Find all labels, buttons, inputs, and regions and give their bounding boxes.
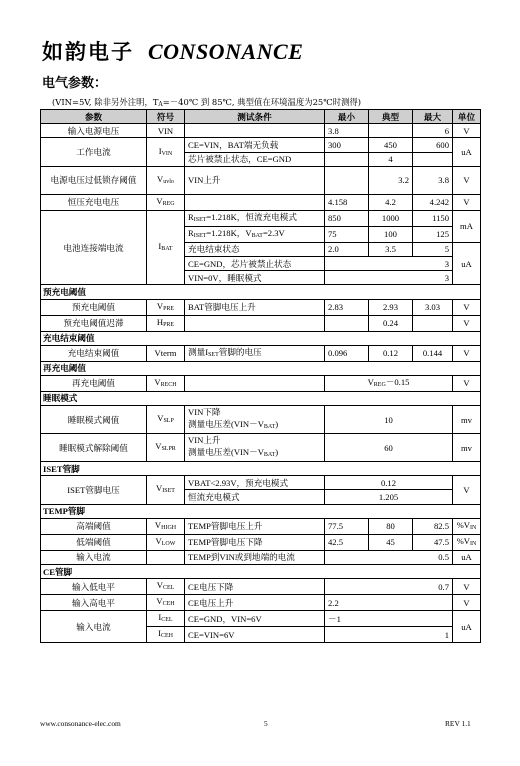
min-cell: －1: [325, 611, 453, 627]
symbol-cell: $V_{HIGH}$: [147, 518, 185, 534]
param-cell: 输入电流: [41, 550, 147, 564]
symbol-cell: $H_{PRE}$: [147, 315, 185, 331]
condition-cell: [185, 434, 325, 462]
symbol-cell: $V_{RECH}$: [147, 375, 185, 391]
typ-cell: 0.12: [325, 476, 453, 490]
col-header: 测试条件: [185, 110, 325, 124]
typ-cell: 2.93: [369, 299, 413, 315]
max-cell: 125: [413, 226, 453, 242]
table-row: [41, 434, 481, 462]
footer-page-number: 5: [264, 719, 268, 728]
min-cell: 3.8: [325, 124, 369, 138]
unit-cell: V: [453, 166, 481, 194]
min-cell: 42.5: [325, 534, 369, 550]
unit-cell: V: [453, 476, 481, 504]
typ-cell: 450: [369, 138, 413, 152]
table-row: [41, 476, 481, 490]
unit-cell: V: [453, 299, 481, 315]
table-row: [41, 194, 481, 210]
col-header: 参数: [41, 110, 147, 124]
unit-cell: uA: [453, 138, 481, 166]
typ-cell: 45: [369, 534, 413, 550]
unit-cell: uA: [453, 550, 481, 564]
min-cell: 850: [325, 210, 369, 226]
max-cell: 47.5: [413, 534, 453, 550]
symbol-cell: $I_{CEH}$: [147, 627, 185, 643]
condition-cell: $R_{ISET}=1.218K$，恒流充电模式: [185, 210, 325, 226]
unit-cell: uA: [453, 242, 481, 285]
section-label: ISET管脚: [41, 462, 481, 476]
section-label: 再充电阈值: [41, 361, 481, 375]
condition-cell: [185, 375, 325, 391]
min-cell: [325, 152, 369, 166]
typ-cell: [369, 124, 413, 138]
symbol-cell: $V_{ISET}$: [147, 476, 185, 504]
table-row: [41, 124, 481, 138]
param-cell: 充电结束阈值: [41, 345, 147, 361]
max-cell: 3: [325, 256, 453, 270]
param-cell: 电源电压过低锁存阈值: [41, 166, 147, 194]
param-cell: 工作电流: [41, 138, 147, 166]
unit-cell: V: [453, 345, 481, 361]
min-cell: 2.83: [325, 299, 369, 315]
max-cell: [413, 152, 453, 166]
condition-cell: BAT管脚电压上升: [185, 299, 325, 315]
unit-cell: V: [453, 579, 481, 595]
unit-cell: mv: [453, 434, 481, 462]
param-cell: 预充电阈值迟滞: [41, 315, 147, 331]
symbol-cell: $V_{SLPR}$: [147, 434, 185, 462]
table-header-row: [41, 110, 481, 124]
symbol-cell: [147, 550, 185, 564]
max-cell: 5: [413, 242, 453, 256]
symbol-cell: $V_{LOW}$: [147, 534, 185, 550]
table-row: [41, 315, 481, 331]
unit-cell: V: [453, 194, 481, 210]
min-cell: 0.096: [325, 345, 369, 361]
condition-cell: VBAT<2.93V，预充电模式: [185, 476, 325, 490]
section-row: [41, 361, 481, 375]
symbol-cell: $I_{VIN}$: [147, 138, 185, 166]
condition-cell: CE=VIN=6V: [185, 627, 325, 643]
section-row: [41, 331, 481, 345]
max-cell: 3.03: [413, 299, 453, 315]
col-header: 最小: [325, 110, 369, 124]
condition-cell: CE电压上升: [185, 595, 325, 611]
table-row: [41, 611, 481, 627]
footer-revision: REV 1.1: [445, 719, 471, 728]
typ-cell: 0.12: [369, 345, 413, 361]
param-cell: 输入电流: [41, 611, 147, 643]
condition-line: 测量电压差$(VIN-V_{BAT})$: [188, 447, 279, 459]
condition-cell: 芯片被禁止状态，CE=GND: [185, 152, 325, 166]
table-row: [41, 518, 481, 534]
test-conditions-note: (VIN=5V, 除非另外注明，$T_A=-40℃$ 到 85℃, 典型值在环境温度为25℃时测得): [52, 97, 362, 108]
unit-cell: mA: [453, 210, 481, 242]
footer-website: www.consonance-elec.com: [40, 719, 121, 728]
table-row: [41, 595, 481, 611]
param-cell: 睡眠模式解除阈值: [41, 434, 147, 462]
typ-cell: 4: [369, 152, 413, 166]
table-row: [41, 406, 481, 434]
condition-cell: TEMP管脚电压上升: [185, 518, 325, 534]
condition-cell: VIN=0V，睡眠模式: [185, 271, 325, 285]
param-cell: ISET管脚电压: [41, 476, 147, 504]
max-cell: 3: [325, 271, 453, 285]
logo-chinese: 如韵电子: [42, 39, 134, 64]
col-header: 最大: [413, 110, 453, 124]
unit-cell: $\%V_{IN}$: [453, 518, 481, 534]
company-logo: [42, 36, 303, 66]
max-cell: 0.5: [325, 550, 453, 564]
symbol-cell: $I_{CEL}$: [147, 611, 185, 627]
electrical-parameters-table: [40, 109, 481, 643]
value-cell: $V_{REG}-0.15$: [325, 375, 453, 391]
unit-cell: V: [453, 595, 481, 611]
section-row: [41, 285, 481, 299]
condition-cell: 充电结束状态: [185, 242, 325, 256]
param-cell: 输入高电平: [41, 595, 147, 611]
unit-cell: mv: [453, 406, 481, 434]
typ-cell: 100: [369, 226, 413, 242]
condition-cell: CE=GND，VIN=6V: [185, 611, 325, 627]
typ-cell: 3.5: [369, 242, 413, 256]
symbol-cell: $V_{PRE}$: [147, 299, 185, 315]
symbol-cell: $V_{uvlo}$: [147, 166, 185, 194]
symbol-cell: $V_{CEL}$: [147, 579, 185, 595]
typ-cell: 10: [325, 406, 453, 434]
condition-cell: [185, 315, 325, 331]
typ-cell: 1.205: [325, 490, 453, 504]
condition-cell: [185, 124, 325, 138]
section-row: [41, 391, 481, 405]
min-cell: 77.5: [325, 518, 369, 534]
table-row: [41, 210, 481, 226]
unit-cell: V: [453, 315, 481, 331]
param-cell: 高端阈值: [41, 518, 147, 534]
section-label: TEMP管脚: [41, 504, 481, 518]
typ-cell: 80: [369, 518, 413, 534]
table-row: [41, 166, 481, 194]
section-row: [41, 565, 481, 579]
max-cell: 4.242: [413, 194, 453, 210]
max-cell: 3.8: [413, 166, 453, 194]
param-cell: 睡眠模式阈值: [41, 406, 147, 434]
table-row: [41, 138, 481, 152]
unit-cell: V: [453, 124, 481, 138]
section-label: 睡眠模式: [41, 391, 481, 405]
param-cell: 输入低电平: [41, 579, 147, 595]
section-title: 电气参数：: [42, 76, 108, 91]
max-cell: 0.7: [325, 579, 453, 595]
logo-english: CONSONANCE: [148, 39, 304, 64]
condition-cell: TEMP到VIN或到地端的电流: [185, 550, 325, 564]
min-cell: 2.2: [325, 595, 453, 611]
max-cell: 1: [325, 627, 453, 643]
condition-cell: CE电压下降: [185, 579, 325, 595]
typ-cell: 1000: [369, 210, 413, 226]
table-row: [41, 345, 481, 361]
table-row: [41, 579, 481, 595]
section-row: [41, 504, 481, 518]
condition-line: 测量电压差$(VIN-V_{BAT})$: [188, 419, 279, 431]
typ-cell: 60: [325, 434, 453, 462]
unit-cell: $\%V_{IN}$: [453, 534, 481, 550]
unit-cell: V: [453, 375, 481, 391]
max-cell: 6: [413, 124, 453, 138]
condition-cell: VIN上升: [185, 166, 325, 194]
symbol-cell: $I_{BAT}$: [147, 210, 185, 285]
condition-line: VIN下降: [188, 407, 221, 418]
param-cell: 输入电源电压: [41, 124, 147, 138]
section-row: [41, 462, 481, 476]
condition-cell: CE=VIN，BAT端无负载: [185, 138, 325, 152]
condition-line: VIN上升: [188, 435, 221, 446]
section-label: 预充电阈值: [41, 285, 481, 299]
min-cell: 4.158: [325, 194, 369, 210]
min-cell: 300: [325, 138, 369, 152]
unit-cell: uA: [453, 611, 481, 643]
typ-cell: 4.2: [369, 194, 413, 210]
param-cell: 电池连接端电流: [41, 210, 147, 285]
min-cell: 75: [325, 226, 369, 242]
symbol-cell: $V_{SLP}$: [147, 406, 185, 434]
table-row: [41, 299, 481, 315]
max-cell: 600: [413, 138, 453, 152]
max-cell: [413, 315, 453, 331]
condition-cell: TEMP管脚电压下降: [185, 534, 325, 550]
typ-cell: 3.2: [369, 166, 413, 194]
symbol-cell: VIN: [147, 124, 185, 138]
symbol-cell: $V_{CEH}$: [147, 595, 185, 611]
table-row: [41, 550, 481, 564]
col-header: 符号: [147, 110, 185, 124]
min-cell: [325, 166, 369, 194]
section-label: 充电结束阈值: [41, 331, 481, 345]
col-header: 典型: [369, 110, 413, 124]
symbol-cell: $V_{REG}$: [147, 194, 185, 210]
condition-cell: 测量$I_{SET}$管脚的电压: [185, 345, 325, 361]
min-cell: [325, 315, 369, 331]
symbol-cell: Vterm: [147, 345, 185, 361]
max-cell: 1150: [413, 210, 453, 226]
max-cell: 82.5: [413, 518, 453, 534]
condition-cell: CE=GND，芯片被禁止状态: [185, 256, 325, 270]
condition-cell: 恒流充电模式: [185, 490, 325, 504]
param-cell: 恒压充电电压: [41, 194, 147, 210]
condition-cell: $R_{ISET}=1.218K$，$V_{BAT}=2.3V$: [185, 226, 325, 242]
param-cell: 低端阈值: [41, 534, 147, 550]
max-cell: 0.144: [413, 345, 453, 361]
condition-cell: [185, 194, 325, 210]
param-cell: 预充电阈值: [41, 299, 147, 315]
condition-cell: [185, 406, 325, 434]
param-cell: 再充电阈值: [41, 375, 147, 391]
section-label: CE管脚: [41, 565, 481, 579]
min-cell: 2.0: [325, 242, 369, 256]
table-row: [41, 375, 481, 391]
table-row: [41, 534, 481, 550]
typ-cell: 0.24: [369, 315, 413, 331]
col-header: 单位: [453, 110, 481, 124]
